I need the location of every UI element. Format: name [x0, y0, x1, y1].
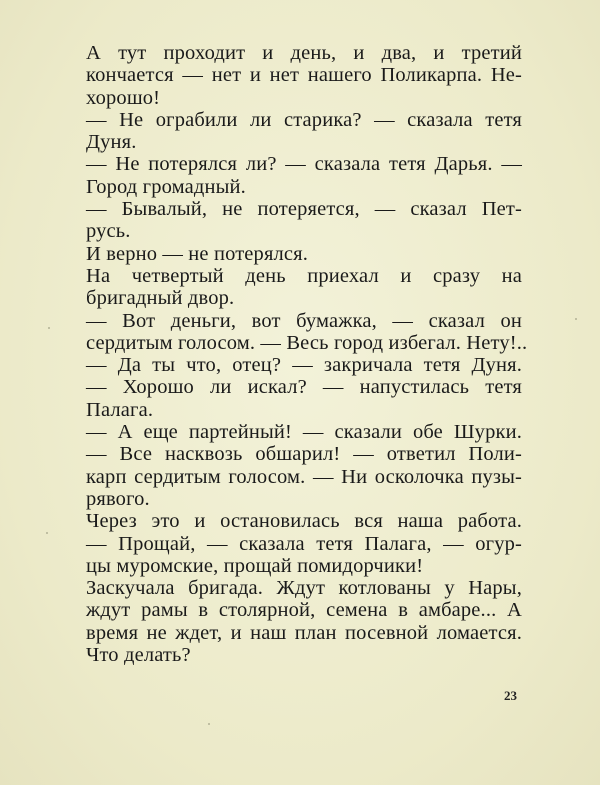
text-line: — Прощай, — сказала тетя Палага, — огур- — [86, 532, 522, 555]
text-line: — Бывалый, не потеряется, — сказал Пет- — [86, 198, 522, 221]
text-line: — Не потерялся ли? — сказала тетя Дарья. — — [86, 153, 522, 176]
text-line: И верно — не потерялся. — [86, 242, 309, 265]
text-line: кончается — нет и нет нашего Поликарпа. Не- — [86, 64, 522, 87]
text-line: русь. — [86, 220, 131, 243]
text-line: — А еще партейный! — сказали обе Шурки. — [86, 421, 522, 444]
text-line: сердитым голосом. — Весь город избегал. Нету!.. — [86, 331, 528, 354]
text-line: — Да ты что, отец? — закричала тетя Дуня. — [86, 354, 522, 377]
text-line: рявого. — [86, 487, 150, 510]
text-line: карп сердитым голосом. — Ни осколочка пузы- — [86, 465, 522, 488]
text-line: бригадный двор. — [86, 287, 235, 310]
text-line: хорошо! — [86, 86, 161, 109]
text-line: Палага. — [86, 398, 154, 421]
text-line: На четвертый день приехал и сразу на — [86, 264, 522, 287]
text-line: время не ждет, и наш план посевной ломается. — [86, 621, 522, 644]
text-line: А тут проходит и день, и два, и третий — [86, 42, 522, 64]
body-text — [86, 42, 528, 667]
text-line: цы муромские, прощай помидорчики! — [86, 554, 424, 577]
text-line: — Вот деньги, вот бумажка, — сказал он — [86, 309, 522, 332]
text-line: Что делать? — [86, 644, 191, 667]
paper-speck — [46, 532, 48, 534]
text-line: ждут рамы в столярной, семена в амбаре... А — [86, 599, 522, 622]
paper-speck — [208, 723, 210, 725]
page-number: 23 — [504, 688, 517, 703]
text-line: — Не ограбили ли старика? — сказала тетя — [86, 108, 522, 131]
paper-speck — [575, 318, 577, 320]
text-line: Дуня. — [86, 131, 137, 154]
paper-speck — [48, 327, 50, 329]
text-line: — Хорошо ли искал? — напустилась тетя — [86, 376, 522, 399]
text-line: Заскучала бригада. Ждут котлованы у Нары, — [86, 577, 522, 600]
text-line: Город громадный. — [86, 175, 246, 198]
text-line: Через это и остановилась вся наша работа. — [86, 510, 522, 533]
text-line: — Все насквозь обшарил! — ответил Поли- — [86, 443, 522, 466]
